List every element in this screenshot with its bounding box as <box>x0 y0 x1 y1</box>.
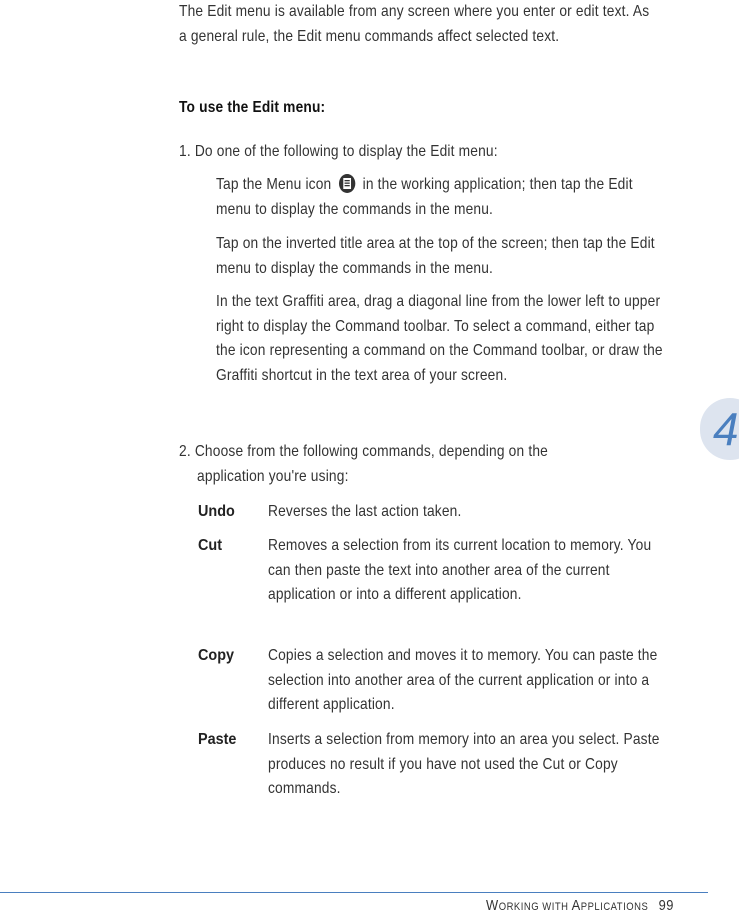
chapter-number: 4 <box>713 403 739 455</box>
intro-paragraph: The Edit menu is available from any screen where you enter or edit text. As a general rule, the Edit menu commands affect selected text. <box>179 3 650 45</box>
footer-w: W <box>486 897 499 914</box>
menu-icon <box>339 174 355 193</box>
step2-line-2: application you're using: <box>197 467 349 485</box>
footer-orking: ORKING WITH <box>498 901 572 913</box>
command-term-undo: Undo <box>198 503 235 520</box>
command-desc-undo: Reverses the last action taken. <box>268 503 462 520</box>
footer-rule <box>0 892 708 893</box>
footer-pplications: PPLICATIONS <box>580 901 649 913</box>
step1-option-menu-icon <box>216 173 672 222</box>
command-desc-paste: Inserts a selection from memory into an area you select. Paste produces no result if you have not used the Cut or Copy commands. <box>268 731 660 797</box>
command-desc-cut: Removes a selection from its current location to memory. You can then paste the text into another area of the current application or into a different application. <box>268 537 652 603</box>
footer-a: A <box>571 897 581 914</box>
step-1: 1. Do one of the following to display the Edit menu: <box>179 143 498 160</box>
step2-line-1: 2. Choose from the following commands, depending on the <box>179 443 548 460</box>
command-term-cut: Cut <box>198 537 222 554</box>
option-text-after: in the working application; then tap the Edit menu to display the commands in the menu. <box>216 176 633 218</box>
command-desc-copy: Copies a selection and moves it to memory. You can paste the selection into another area of the current application or into a different application. <box>268 647 658 713</box>
page-number: 99 <box>658 897 675 914</box>
running-footer <box>486 897 674 916</box>
section-heading: To use the Edit menu: <box>179 99 326 116</box>
step1-option-graffiti: In the text Graffiti area, drag a diagonal line from the lower left to upper right to display the Command toolbar. To select a command, either tap the icon representing a command on the Command toolbar, or draw the Graffiti shortcut in the text area of your screen. <box>216 293 663 384</box>
step1-option-title-area: Tap on the inverted title area at the top of the screen; then tap the Edit menu to display the commands in the menu. <box>216 235 655 277</box>
option-text-before: Tap the Menu icon <box>216 176 332 193</box>
command-term-paste: Paste <box>198 731 237 748</box>
step-2 <box>179 440 661 489</box>
command-term-copy: Copy <box>198 647 234 664</box>
